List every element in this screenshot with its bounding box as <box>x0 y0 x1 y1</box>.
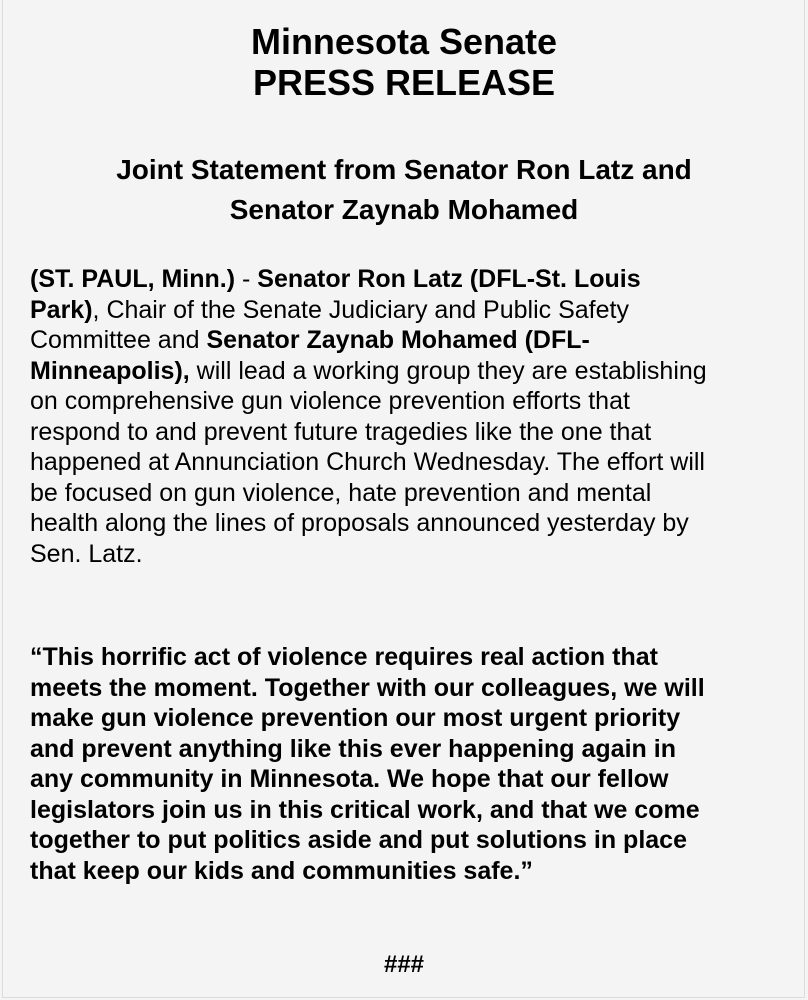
dateline: (ST. PAUL, Minn.) <box>30 265 236 293</box>
quote-line: meets the moment. Together with our colleagues, we will <box>30 673 705 702</box>
body-line: Sen. Latz. <box>30 539 143 568</box>
end-mark: ### <box>383 951 425 978</box>
quote-line: make gun violence prevention our most urgent priority <box>30 704 681 732</box>
document-type-title: PRESS RELEASE <box>252 62 556 103</box>
subtitle-line-2: Senator Zaynab Mohamed <box>229 194 579 225</box>
body-text: will lead a working group they are establishing <box>189 356 707 385</box>
statement-subtitle <box>0 150 808 230</box>
senator-latz-name: Senator Ron Latz (DFL-St. Louis <box>257 265 641 293</box>
body-line: respond to and prevent future tragedies like the one that <box>30 417 652 446</box>
quote-paragraph <box>30 642 790 886</box>
quote-line: that keep our kids and communities safe.” <box>30 856 533 885</box>
body-line: be focused on gun violence, hate prevention and mental <box>30 478 652 507</box>
body-line <box>30 356 790 387</box>
body-text: , Chair of the Senate Judiciary and Public Safety <box>92 295 629 324</box>
quote-line: any community in Minnesota. We hope that our fellow <box>30 765 669 793</box>
body-line <box>30 325 790 356</box>
body-line: health along the lines of proposals announced yesterday by <box>30 509 689 537</box>
quote-line: “This horrific act of violence requires real action that <box>30 643 658 671</box>
body-text: Committee and <box>30 326 207 354</box>
quote-line: legislators join us in this critical work, and that we come <box>30 795 700 824</box>
body-line <box>30 295 790 326</box>
senator-mohamed-district: Minneapolis), <box>30 356 190 385</box>
body-line: happened at Annunciation Church Wednesday. The effort will <box>30 448 705 476</box>
body-line: on comprehensive gun violence prevention efforts that <box>30 387 630 415</box>
senator-mohamed-name: Senator Zaynab Mohamed (DFL- <box>206 326 590 354</box>
body-paragraph <box>30 264 790 569</box>
press-release-header <box>0 21 808 103</box>
quote-line: and prevent anything like this ever happening again in <box>30 734 676 763</box>
subtitle-line-1: Joint Statement from Senator Ron Latz and <box>116 154 692 185</box>
organization-title: Minnesota Senate <box>250 21 558 62</box>
dateline-dash: - <box>235 265 258 293</box>
senator-latz-district: Park) <box>30 295 93 324</box>
quote-line: together to put politics aside and put solutions in place <box>30 826 687 854</box>
body-line <box>30 264 790 295</box>
